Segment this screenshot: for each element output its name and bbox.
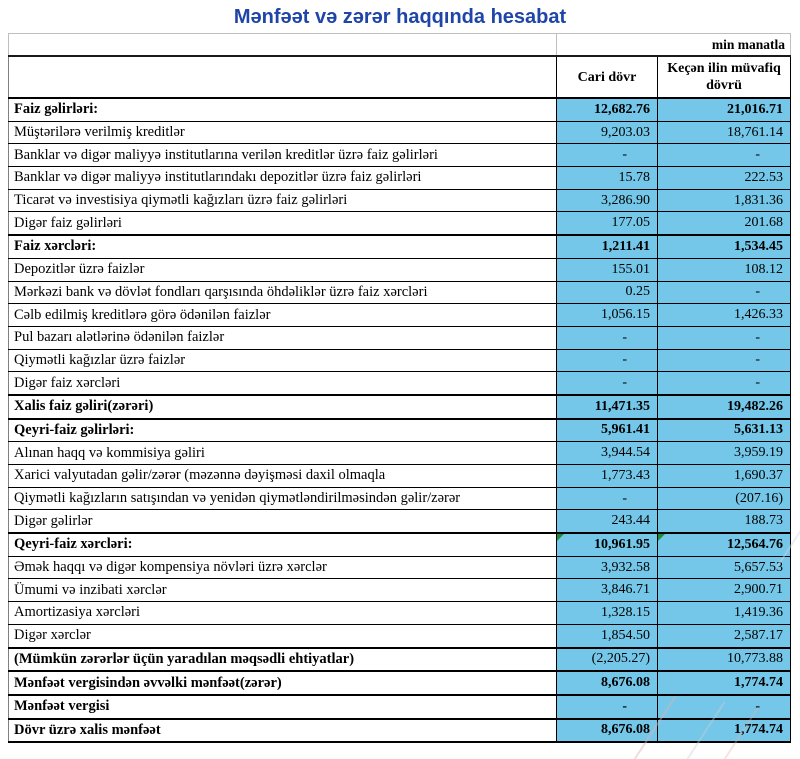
value-previous-period: 2,900.71 <box>658 579 791 602</box>
table-row <box>9 533 791 556</box>
column-header-row <box>9 56 791 98</box>
row-label: Dövr üzrə xalis mənfəət <box>9 719 557 743</box>
value-current-period: 9,203.03 <box>557 121 658 144</box>
value-previous-period: 1,419.36 <box>658 602 791 625</box>
row-label: Amortizasiya xərcləri <box>9 602 557 625</box>
table-row <box>9 235 791 258</box>
value-previous-period: 18,761.14 <box>658 121 791 144</box>
table-row <box>9 372 791 395</box>
value-current-period: - <box>557 372 658 395</box>
value-previous-period: 201.68 <box>658 212 791 235</box>
value-current-period: - <box>557 349 658 372</box>
column-header-current-period: Cari dövr <box>557 56 658 98</box>
row-label: Qeyri-faiz xərcləri: <box>9 533 557 556</box>
table-row <box>9 167 791 190</box>
page-title: Mənfəət və zərər haqqında hesabat <box>233 6 567 28</box>
table-row <box>9 465 791 488</box>
value-previous-period: - <box>658 695 791 719</box>
value-previous-period: 5,657.53 <box>658 556 791 579</box>
cell-corner-marker-icon <box>557 534 564 541</box>
table-row <box>9 671 791 695</box>
row-label: Digər gəlirlər <box>9 510 557 533</box>
value-current-period: - <box>557 695 658 719</box>
value-previous-period: 1,774.74 <box>658 671 791 695</box>
row-label: Digər faiz gəlirləri <box>9 212 557 235</box>
row-label: Faiz gəlirləri: <box>9 98 557 121</box>
value-previous-period: 21,016.71 <box>658 98 791 121</box>
table-row <box>9 281 791 304</box>
table-row <box>9 624 791 647</box>
row-label: Ticarət və investisiya qiymətli kağızları üzrə faiz gəlirləri <box>9 189 557 212</box>
value-current-period: 1,211.41 <box>557 235 658 258</box>
table-row <box>9 648 791 672</box>
value-current-period: 1,056.15 <box>557 304 658 327</box>
value-current-period: 3,846.71 <box>557 579 658 602</box>
unit-label: min manatla <box>557 34 791 57</box>
value-current-period: 3,944.54 <box>557 442 658 465</box>
table-row <box>9 487 791 510</box>
value-current-period: 12,682.76 <box>557 98 658 121</box>
table-row <box>9 556 791 579</box>
value-previous-period: - <box>658 144 791 167</box>
value-current-period: 5,961.41 <box>557 419 658 442</box>
value-current-period: 8,676.08 <box>557 671 658 695</box>
table-row <box>9 602 791 625</box>
header-empty-cell <box>9 56 557 98</box>
row-label: Mənfəət vergisindən əvvəlki mənfəət(zərər) <box>9 671 557 695</box>
value-previous-period: (207.16) <box>658 487 791 510</box>
table-row <box>9 212 791 235</box>
row-label: Depozitlər üzrə faizlər <box>9 258 557 281</box>
table-row <box>9 144 791 167</box>
row-label: Müştərilərə verilmiş kreditlər <box>9 121 557 144</box>
unit-row <box>9 34 791 57</box>
value-current-period: 11,471.35 <box>557 395 658 419</box>
value-current-period: 1,773.43 <box>557 465 658 488</box>
value-current-period: 1,854.50 <box>557 624 658 647</box>
value-current-period: 0.25 <box>557 281 658 304</box>
table-row <box>9 579 791 602</box>
value-current-period: (2,205.27) <box>557 648 658 672</box>
value-current-period: 155.01 <box>557 258 658 281</box>
unit-row-empty-cell <box>9 34 557 57</box>
row-label: Pul bazarı alətlərinə ödənilən faizlər <box>9 326 557 349</box>
row-label: Banklar və digər maliyyə institutlarına verilən kreditlər üzrə faiz gəlirləri <box>9 144 557 167</box>
value-previous-period: 10,773.88 <box>658 648 791 672</box>
row-label: Faiz xərcləri: <box>9 235 557 258</box>
table-row <box>9 719 791 743</box>
profit-loss-table <box>8 33 791 743</box>
value-current-period: 243.44 <box>557 510 658 533</box>
value-previous-period: - <box>658 372 791 395</box>
value-previous-period: 19,482.26 <box>658 395 791 419</box>
row-label: Mərkəzi bank və dövlət fondları qarşısında öhdəliklər üzrə faiz xərcləri <box>9 281 557 304</box>
row-label: Digər xərclər <box>9 624 557 647</box>
table-row <box>9 121 791 144</box>
table-row <box>9 189 791 212</box>
column-header-previous-period: Keçən ilin müvafiq dövrü <box>658 56 791 98</box>
report-table-body <box>9 34 791 743</box>
table-row <box>9 419 791 442</box>
value-previous-period: 1,831.36 <box>658 189 791 212</box>
value-previous-period: 1,690.37 <box>658 465 791 488</box>
table-row <box>9 258 791 281</box>
row-label: Xarici valyutadan gəlir/zərər (məzənnə dəyişməsi daxil olmaqla <box>9 465 557 488</box>
value-current-period: - <box>557 144 658 167</box>
row-label: Qiymətli kağızların satışından və yenidən qiymətləndirilməsindən gəlir/zərər <box>9 487 557 510</box>
value-current-period: 3,286.90 <box>557 189 658 212</box>
row-label: Qiymətli kağızlar üzrə faizlər <box>9 349 557 372</box>
row-label: Digər faiz xərcləri <box>9 372 557 395</box>
value-previous-period: 108.12 <box>658 258 791 281</box>
table-row <box>9 98 791 121</box>
row-label: Alınan haqq və kommisiya gəliri <box>9 442 557 465</box>
cell-corner-marker-icon <box>658 534 665 541</box>
value-current-period: 3,932.58 <box>557 556 658 579</box>
table-row <box>9 349 791 372</box>
value-previous-period: - <box>658 281 791 304</box>
row-label: Banklar və digər maliyyə institutlarındakı depozitlər üzrə faiz gəlirləri <box>9 167 557 190</box>
value-previous-period: 5,631.13 <box>658 419 791 442</box>
value-previous-period: - <box>658 326 791 349</box>
value-current-period: 15.78 <box>557 167 658 190</box>
value-current-period: - <box>557 487 658 510</box>
row-label: Qeyri-faiz gəlirləri: <box>9 419 557 442</box>
value-current-period: 8,676.08 <box>557 719 658 743</box>
value-previous-period: 188.73 <box>658 510 791 533</box>
table-row <box>9 395 791 419</box>
row-label: Xalis faiz gəliri(zərəri) <box>9 395 557 419</box>
value-current-period: 177.05 <box>557 212 658 235</box>
value-previous-period: 2,587.17 <box>658 624 791 647</box>
row-label: Mənfəət vergisi <box>9 695 557 719</box>
value-previous-period: 12,564.76 <box>658 533 791 556</box>
value-current-period: - <box>557 326 658 349</box>
table-row <box>9 304 791 327</box>
value-previous-period: 3,959.19 <box>658 442 791 465</box>
table-row <box>9 442 791 465</box>
row-label: Cəlb edilmiş kreditlərə görə ödənilən faizlər <box>9 304 557 327</box>
row-label: (Mümkün zərərlər üçün yaradılan məqsədli ehtiyatlar) <box>9 648 557 672</box>
table-row <box>9 326 791 349</box>
value-previous-period: - <box>658 349 791 372</box>
table-row <box>9 510 791 533</box>
value-current-period: 10,961.95 <box>557 533 658 556</box>
value-previous-period: 1,534.45 <box>658 235 791 258</box>
row-label: Əmək haqqı və digər kompensiya növləri üzrə xərclər <box>9 556 557 579</box>
value-previous-period: 1,426.33 <box>658 304 791 327</box>
value-current-period: 1,328.15 <box>557 602 658 625</box>
value-previous-period: 1,774.74 <box>658 719 791 743</box>
row-label: Ümumi və inzibati xərclər <box>9 579 557 602</box>
value-previous-period: 222.53 <box>658 167 791 190</box>
